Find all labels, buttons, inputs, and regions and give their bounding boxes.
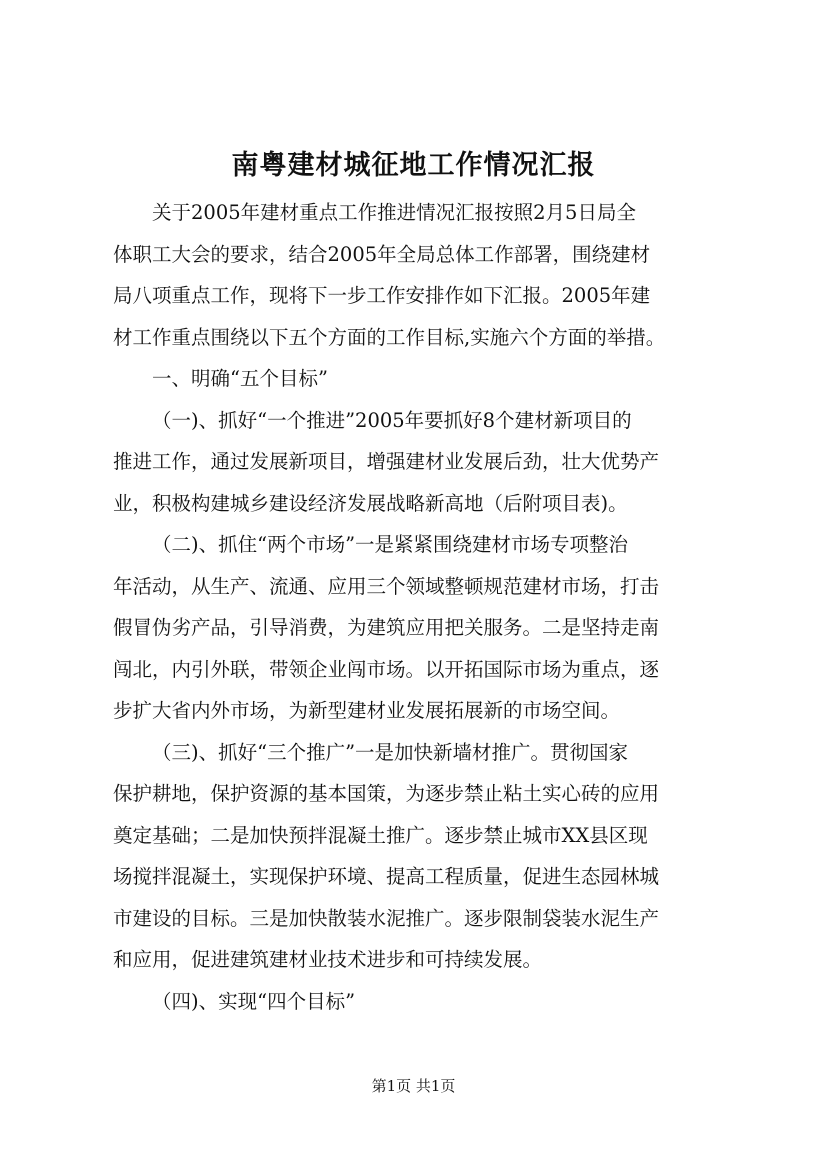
text-line: 假冒伪劣产品，引导消费，为建筑应用把关服务。二是坚持走南 <box>113 616 660 639</box>
text-line: （二)、抓住“两个市场”一是紧紧围绕建材市场专项整治 <box>152 533 629 556</box>
text-line: （一)、抓好“一个推进”2005年要抓好8个建材新项目的 <box>152 408 632 432</box>
text-line: 业，积极构建城乡建设经济发展战略新高地（后附项目表)。 <box>113 491 628 515</box>
text-line: （四)、实现“四个目标” <box>152 989 356 1013</box>
text-line: 体职工大会的要求，结合2005年全局总体工作部署，围绕建材 <box>113 242 651 266</box>
text-line: 场搅拌混凝土，实现保护环境、提高工程质量，促进生态园林城 <box>113 865 660 888</box>
text-line: 保护耕地，保护资源的基本国策，为逐步禁止粘土实心砖的应用 <box>113 782 660 805</box>
page-footer: 第1页 共1页 <box>371 1077 456 1095</box>
document-title: 南粤建材城征地工作情况汇报 <box>231 150 596 181</box>
document-body <box>113 192 733 1022</box>
text-line: 推进工作，通过发展新项目，增强建材业发展后劲，壮大优势产 <box>113 450 660 473</box>
text-line: 市建设的目标。三是加快散装水泥推广。逐步限制袋装水泥生产 <box>113 906 660 930</box>
text-line: 材工作重点围绕以下五个方面的工作目标,实施六个方面的举措。 <box>113 325 666 349</box>
text-line: 奠定基础；二是加快预拌混凝土推广。逐步禁止城市XX县区现 <box>113 823 648 847</box>
text-line: 关于2005年建材重点工作推进情况汇报按照2月5日局全 <box>152 201 636 224</box>
text-line: （三)、抓好“三个推广”一是加快新墙材推广。贯彻国家 <box>152 740 629 764</box>
text-line: 步扩大省内外市场，为新型建材业发展拓展新的市场空间。 <box>113 699 621 722</box>
text-line: 和应用，促进建筑建材业技术进步和可持续发展。 <box>113 948 543 971</box>
text-line: 闯北，内引外联，带领企业闯市场。以开拓国际市场为重点，逐 <box>113 657 660 681</box>
text-line: 年活动，从生产、流通、应用三个领域整顿规范建材市场，打击 <box>113 574 660 598</box>
text-line: 局八项重点工作，现将下一步工作安排作如下汇报。2005年建 <box>113 284 651 307</box>
text-line: 一、明确“五个目标” <box>152 367 328 390</box>
